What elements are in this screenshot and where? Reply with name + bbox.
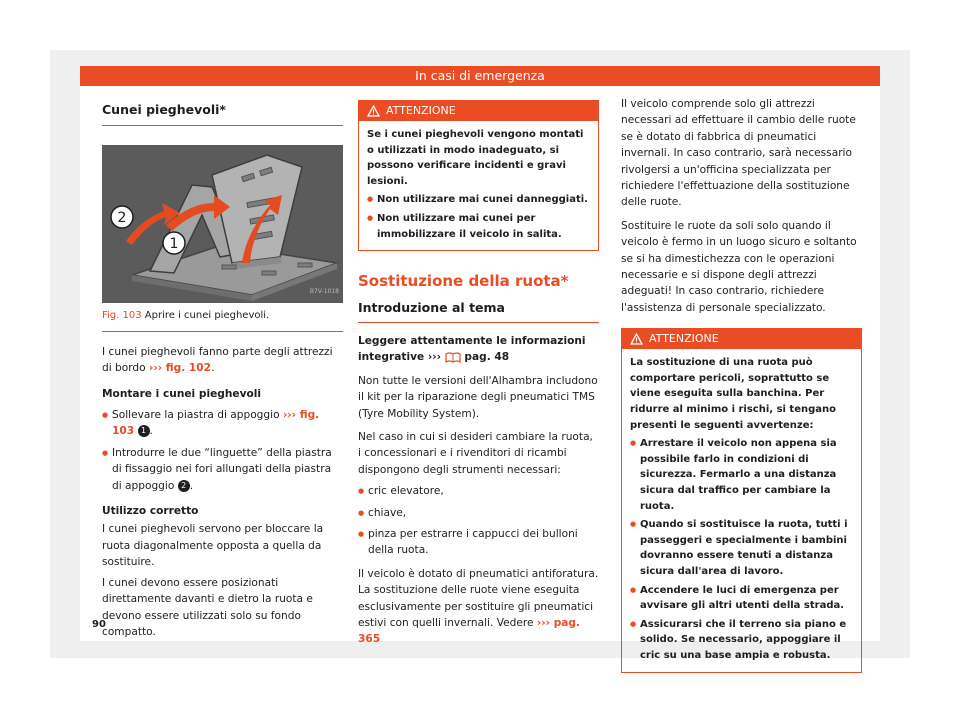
figure-id: B7V-1018 <box>309 288 339 295</box>
section-title: Cunei pieghevoli* <box>102 96 343 126</box>
warning-list <box>367 192 590 242</box>
warning-intro: Se i cunei pieghevoli vengono montati o utilizzati in modo inadeguato, si possono verificare incidenti e gravi lesioni. <box>367 129 584 187</box>
page-frame <box>50 50 910 661</box>
warning-title: ATTENZIONE <box>386 103 456 117</box>
list-item: ● cric elevatore, <box>358 483 599 499</box>
figure-link[interactable]: ››› fig. 103 <box>112 409 320 438</box>
paragraph: Nel caso in cui si desideri cambiare la ruota, i concessionari e i rivenditori di ricambi dispongono degli strumenti necessari: <box>358 431 593 476</box>
paragraph: I cunei pieghevoli servono per bloccare la ruota diagonalmente opposta a quella da sostituire. <box>102 523 324 569</box>
warning-triangle-icon <box>367 105 380 117</box>
list-item: ● Arrestare il veicolo non appena sia possibile farlo in condizioni di sicurezza. Fermarlo a una distanza sicura dal traffico per cambiare la ruota. <box>630 436 853 514</box>
paragraph: I cunei devono essere posizionati direttamente davanti e dietro la ruota e devono essere utilizzati solo su fondo compatto. <box>102 576 313 638</box>
list-item: ● Accendere le luci di emergenza per avvisare gli altri utenti della strada. <box>630 583 853 614</box>
warning-header <box>622 329 861 349</box>
figure-link[interactable]: ››› fig. 102 <box>149 362 212 375</box>
mount-steps <box>102 407 343 494</box>
page-header: In casi di emergenza <box>80 66 880 86</box>
chapter-title: Sostituzione della ruota* <box>358 272 569 291</box>
warning-triangle-icon <box>630 333 643 345</box>
column-2 <box>358 100 599 648</box>
page-link[interactable]: ››› pag. 365 <box>358 617 581 646</box>
paragraph: Sostituire le ruote da soli solo quando il veicolo è fermo in un luogo sicuro e soltanto se si ha dimestichezza con le operazioni necessarie e si dispone degli attrezzi adeguati! In caso contrario, richiedere l'assistenza di personale specializzato. <box>621 219 857 314</box>
callout-1: 1 <box>169 236 179 253</box>
list-item: ● Non utilizzare mai cunei per immobilizzare il veicolo in salita. <box>367 211 590 242</box>
page-number: 90 <box>92 619 106 630</box>
list-item: ● chiave, <box>358 505 599 521</box>
subsection-title: Introduzione al tema <box>358 296 599 323</box>
manual-page <box>80 66 880 661</box>
list-item: ● Sollevare la piastra di appoggio ››› fig. 103 1 . <box>102 407 343 440</box>
warning-body <box>359 121 598 250</box>
page-link[interactable]: pag. 48 <box>464 351 510 364</box>
figure-caption <box>102 303 343 331</box>
column-3 <box>621 96 862 673</box>
warning-box <box>358 100 599 251</box>
tools-list <box>358 483 599 559</box>
list-item: ● pinza per estrarre i cappucci dei bulloni della ruota. <box>358 526 599 559</box>
callout-2: 2 <box>117 210 127 227</box>
list-item: ● Assicurarsi che il terreno sia piano e solido. Se necessario, appoggiare il cric su una base ampia e robusta. <box>630 617 853 664</box>
wedge-illustration <box>102 145 343 303</box>
figure-folding-wedges <box>102 145 343 303</box>
paragraph: Non tutte le versioni dell'Alhambra includono il kit per la riparazione degli pneumatici TMS (Tyre Mobility System). <box>358 374 598 420</box>
warning-intro: La sostituzione di una ruota può comportare pericoli, soprattutto se viene eseguita sulla banchina. Per ridurre al minimo i rischi, si tengano presenti le seguenti avvertenze: <box>630 357 837 431</box>
book-icon <box>445 352 461 363</box>
column-1 <box>102 96 343 640</box>
paragraph: I cunei pieghevoli fanno parte degli attrezzi di bordo ››› fig. 102. <box>102 345 333 375</box>
caption-text: Aprire i cunei pieghevoli. <box>144 310 270 322</box>
list-item: ● Non utilizzare mai cunei danneggiati. <box>367 192 590 208</box>
figure-label: Fig. 103 <box>102 310 142 322</box>
paragraph: Il veicolo è dotato di pneumatici antiforatura. La sostituzione delle ruote viene eseguita esclusivamente per sostituire gli pneumatici estivi con quelli invernali. Vedere ››› pag. 365 <box>358 567 599 646</box>
warning-header <box>359 101 598 121</box>
warning-title: ATTENZIONE <box>649 332 719 346</box>
paragraph: Il veicolo comprende solo gli attrezzi necessari ad effettuare il cambio delle ruote se è dotato di fabbrica di pneumatici invernali. In caso contrario, sarà necessario rivolgersi a un'officina specializzata per richiedere l'effettuazione della sostituzione delle ruote. <box>621 98 856 209</box>
warning-body <box>622 349 861 671</box>
list-item: ● Quando si sostituisce la ruota, tutti i passeggeri e specialmente i bambini dovranno essere tenuti a distanza sicura dall'area di lavoro. <box>630 517 853 579</box>
read-note: Leggere attentamente le informazioni integrative ››› pag. 48 <box>358 334 586 364</box>
subheading-mount: Montare i cunei pieghevoli <box>102 387 262 400</box>
list-item: ● Introdurre le due “linguette” della piastra di fissaggio nei fori allungati della piastra di appoggio 2 . <box>102 445 343 494</box>
warning-box <box>621 328 862 672</box>
warning-list <box>630 436 853 663</box>
callout-ref-2: 2 <box>178 480 190 492</box>
callout-ref-1: 1 <box>138 425 150 437</box>
subheading-use: Utilizzo corretto <box>102 505 199 518</box>
